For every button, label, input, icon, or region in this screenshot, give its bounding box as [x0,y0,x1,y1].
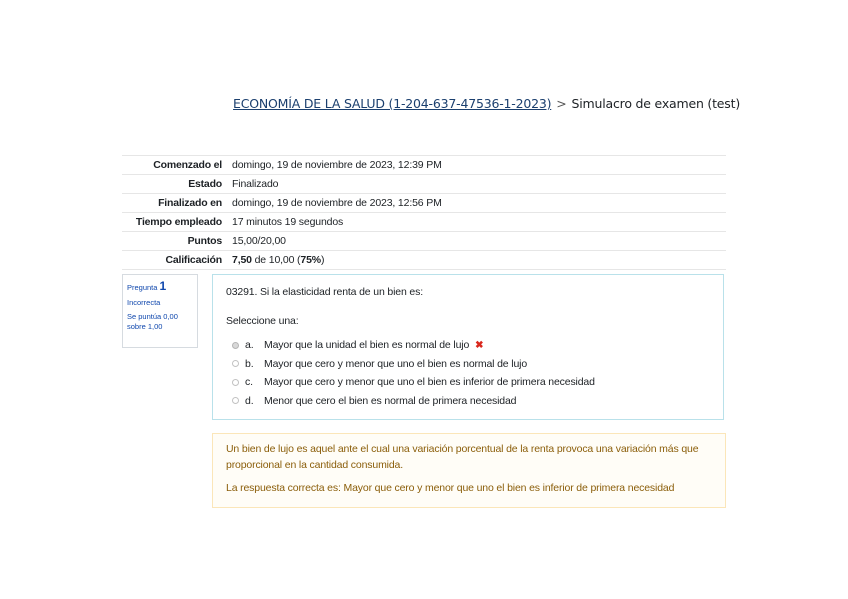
summary-value: 17 minutos 19 segundos [232,216,344,228]
answer-text: Mayor que la unidad el bien es normal de lujo [264,339,470,352]
radio-button[interactable] [232,397,239,404]
grade-end: ) [320,254,325,266]
incorrect-icon: ✖ [475,339,484,351]
answer-list [226,336,710,410]
summary-row-finished [122,194,726,213]
summary-label: Calificación [165,254,222,266]
summary-value: 15,00/20,00 [232,235,286,247]
answer-text: Mayor que cero y menor que uno el bien es normal de lujo [264,357,528,370]
summary-value: domingo, 19 de noviembre de 2023, 12:56 PM [232,197,442,209]
answer-letter: b. [245,357,254,370]
summary-grade-value [227,251,726,270]
summary-label: Tiempo empleado [135,216,222,228]
breadcrumb-current: Simulacro de examen (test) [571,96,740,111]
summary-row-marks [122,232,726,251]
question-number [127,278,193,294]
attempt-summary-table [122,155,726,270]
radio-button-selected[interactable] [232,342,239,349]
grade-percent: 75% [300,254,321,266]
breadcrumb-separator: > [556,96,567,111]
answer-option-d[interactable] [226,392,710,411]
grade-middle: de 10,00 ( [251,254,301,266]
general-feedback: Un bien de lujo es aquel ante el cual una variación porcentual de la renta provoca una variación más que proporcional en la cantidad consumida. [226,443,699,471]
summary-value: Finalizado [232,178,279,190]
summary-label: Finalizado en [158,197,222,209]
summary-label: Comenzado el [153,159,222,171]
radio-button[interactable] [232,360,239,367]
answer-letter: d. [245,394,254,407]
summary-row-grade [122,251,726,270]
summary-label: Estado [188,178,222,190]
summary-value: domingo, 19 de noviembre de 2023, 12:39 PM [232,159,442,171]
answer-text: Mayor que cero y menor que uno el bien es inferior de primera necesidad [264,376,595,389]
question-state: Incorrecta [127,298,161,308]
answer-option-a[interactable] [226,336,710,355]
question-content [212,274,724,420]
grade-score: 7,50 [232,254,252,266]
breadcrumb [233,96,740,111]
question-label: Pregunta [127,283,158,292]
feedback-panel [212,433,726,508]
breadcrumb-course-link[interactable]: ECONOMÍA DE LA SALUD (1-204-637-47536-1-2023) [233,96,552,111]
answer-letter: a. [245,339,254,352]
summary-row-started [122,156,726,175]
summary-label: Puntos [187,235,222,247]
right-answer: La respuesta correcta es: Mayor que cero y menor que uno el bien es inferior de primera necesidad [226,481,675,494]
answer-text: Menor que cero el bien es normal de primera necesidad [264,394,517,407]
question-number-value: 1 [159,279,167,293]
answer-letter: c. [245,376,253,389]
answer-option-c[interactable] [226,373,710,392]
question-marks: Se puntúa 0,00 sobre 1,00 [127,312,178,332]
summary-row-time-taken [122,213,726,232]
answer-prompt: Seleccione una: [226,315,299,327]
question-info-panel [122,274,198,348]
answer-option-b[interactable] [226,355,710,374]
radio-button[interactable] [232,379,239,386]
question-text: 03291. Si la elasticidad renta de un bien es: [226,286,423,298]
summary-row-state [122,175,726,194]
